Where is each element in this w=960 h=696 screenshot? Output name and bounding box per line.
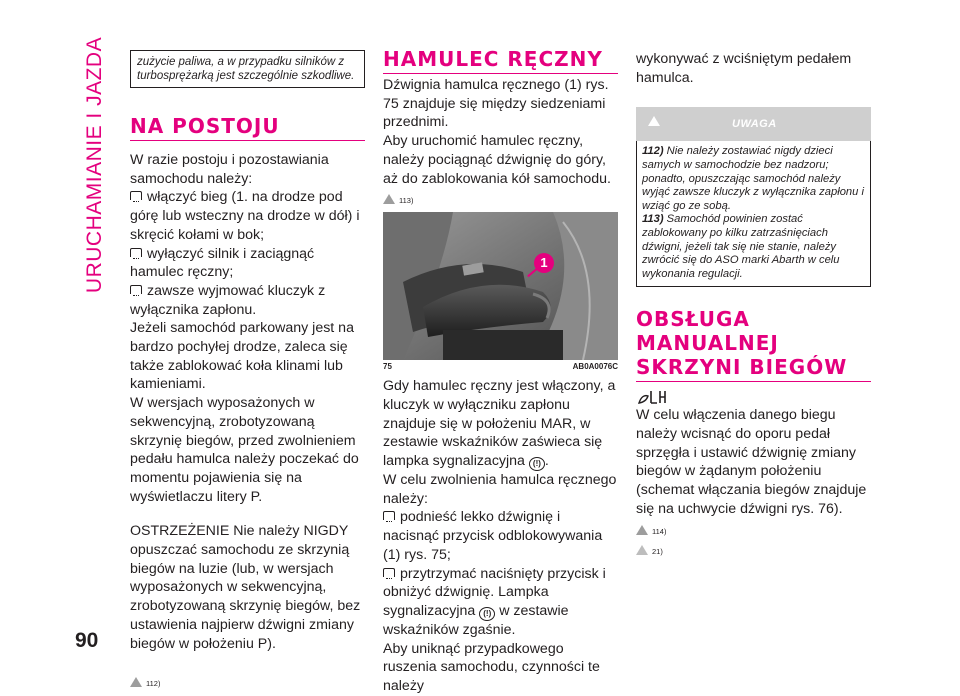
paragraph: W wersjach wyposażonych w sekwencyjną, zrobotyzowaną skrzynię biegów, przed zwolnieniem pedału hamulca należy poczekać do momentu pojawienia się na wyświetlaczu litery P. xyxy=(130,395,359,505)
section-heading-skrzynia: OBSŁUGA MANUALNEJ SKRZYNI BIEGÓW xyxy=(636,307,871,382)
uwaga-title: UWAGA xyxy=(732,118,777,131)
fuel-note-text: zużycie paliwa, a w przypadku silników z turbosprężarką jest szczególnie szkodliwe. xyxy=(137,56,355,82)
section-heading-na-postoju: NA POSTOJU xyxy=(130,114,365,141)
paragraph: Aby uruchomić hamulec ręczny, należy pociągnąć dźwignię do góry, aż do zablokowania kół samochodu. xyxy=(383,133,611,187)
reference-number: 114) xyxy=(652,526,667,536)
bullet-item: zawsze wyjmować kluczyk z wyłącznika zapłonu. xyxy=(130,282,326,318)
paragraph: Dźwignia hamulca ręcznego (1) rys. 75 znajduje się między siedzeniami przednimi. xyxy=(383,77,609,131)
paragraph: Jeżeli samochód parkowany jest na bardzo pochyłej drodze, zaleca się także zablokować koła klinami lub kamieniami. xyxy=(130,320,354,393)
warning-paragraph: OSTRZEŻENIE Nie należy NIGDY opuszczać samochodu ze skrzynią biegów na luzie (lub, w wersjach wyposażonych w sekwencyjną, zrobotyzowaną skrzynię biegów, bez ustawienia najpierw dźwigni zmiany biegów w położeniu P). xyxy=(130,523,361,652)
figure-code: AB0A0076C xyxy=(572,362,618,372)
reference xyxy=(636,521,871,539)
bullet-icon xyxy=(383,511,395,520)
column-3 xyxy=(636,50,871,559)
uwaga-box xyxy=(636,107,871,287)
bullet-icon xyxy=(383,568,395,577)
figure-caption xyxy=(383,362,618,371)
paragraph: Aby uniknąć przypadkowego ruszenia samochodu, czynności te należy xyxy=(383,640,600,695)
uwaga-item: 113) Samochód powinien zostać zablokowany po kilku zatrzaśnięciach dźwigni, jeżeli tak się nie stanie, należy zwrócić się do ASO marki Abarth w celu wykonania regulacji. xyxy=(642,213,840,280)
brake-warning-lamp-icon: (!) xyxy=(529,457,545,471)
chapter-tab xyxy=(77,30,113,300)
warning-triangle-icon xyxy=(636,525,648,535)
reference xyxy=(383,190,618,208)
handbrake-figure xyxy=(383,212,618,360)
handbrake-photo xyxy=(383,212,618,360)
uwaga-header xyxy=(636,107,871,141)
bullet-item: przytrzymać naciśnięty przycisk i obniżyć dźwignię. Lampka sygnalizacyjna (!) w zestawie wskaźników zgaśnie. xyxy=(383,565,606,638)
warning-triangle-icon xyxy=(130,677,142,687)
bullet-item: włączyć bieg (1. na drodze pod górę lub wsteczny na drodze w dół) i skręcić kołami w bok; xyxy=(130,189,360,243)
reference-number: 113) xyxy=(399,196,414,206)
paragraph: W celu włączenia danego biegu należy wcisnąć do oporu pedał sprzęgła i ustawić dźwignię zmiany biegów w żądanym położeniu (schemat włączania biegów znajduje się na uchwycie dźwigni rys. 76). xyxy=(636,407,867,517)
fuel-note-box xyxy=(130,50,365,88)
reference xyxy=(130,673,365,691)
chapter-tab-label: URUCHAMIANIE I JAZDA xyxy=(83,36,106,294)
paragraph: Gdy hamulec ręczny jest włączony, a kluczyk w wyłączniku zapłonu znajduje się w położeniu MAR, w zestawie wskaźników zaświeca się lampka sygnalizacyjna (!) . xyxy=(383,378,616,470)
column-2 xyxy=(383,47,618,696)
paragraph: W celu zwolnienia hamulca ręcznego należy: xyxy=(383,472,617,507)
bullet-icon xyxy=(130,191,142,200)
reference-number: 112) xyxy=(146,679,161,689)
paragraph: wykonywać z wciśniętym pedałem hamulca. xyxy=(636,51,852,86)
bullet-icon xyxy=(130,285,142,294)
warning-triangle-icon xyxy=(383,194,395,204)
warning-triangle-icon xyxy=(648,116,660,126)
eco-driving-icon xyxy=(636,388,871,406)
bullet-icon xyxy=(130,248,142,257)
uwaga-item: 112) Nie należy zostawiać nigdy dzieci samych w samochodzie bez nadzoru; ponadto, opuszczając samochód należy wyjąć zawsze kluczyk z wyłącznika zapłonu i wziąć go ze sobą. xyxy=(642,145,864,212)
callout-marker: 1 xyxy=(534,253,554,273)
intro-paragraph: W razie postoju i pozostawiania samochodu należy: xyxy=(130,152,329,187)
brake-warning-lamp-icon: (!) xyxy=(479,607,495,621)
reference xyxy=(636,541,871,559)
bullet-item: podnieść lekko dźwignię i nacisnąć przycisk odblokowywania (1) rys. 75; xyxy=(383,509,603,563)
bullet-item: wyłączyć silnik i zaciągnąć hamulec ręczny; xyxy=(130,245,315,281)
page-number: 90 xyxy=(75,629,99,652)
caution-triangle-icon xyxy=(636,545,648,555)
column-1 xyxy=(130,50,365,691)
section-heading-hamulec: HAMULEC RĘCZNY xyxy=(383,47,618,74)
figure-number: 75 xyxy=(383,362,392,372)
uwaga-body xyxy=(636,141,871,287)
reference-number: 21) xyxy=(652,546,663,556)
